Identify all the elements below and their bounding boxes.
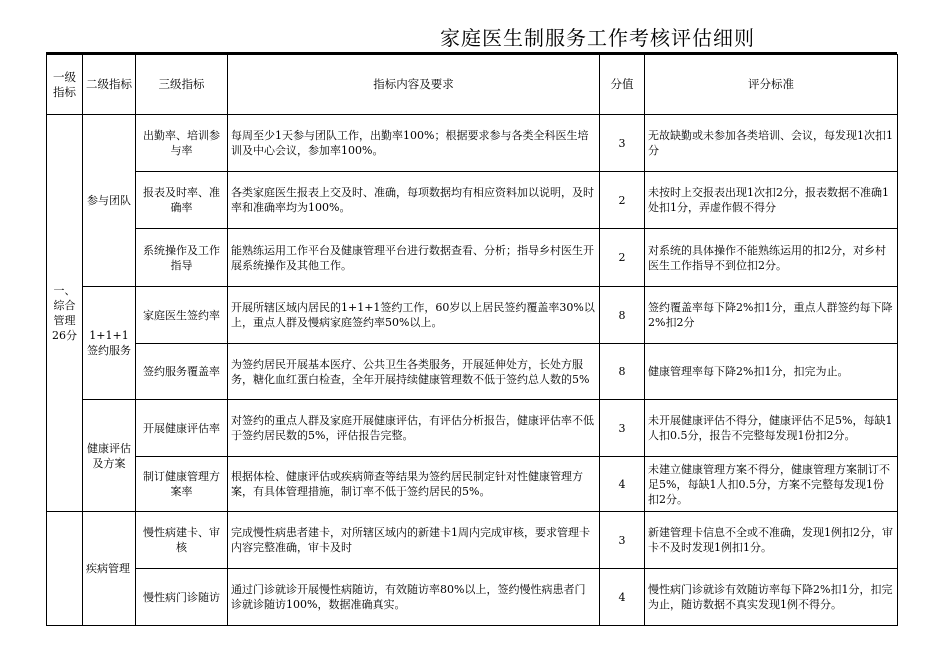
table-row [47, 569, 898, 626]
criteria-cell: 健康管理率每下降2%扣1分，扣完为止。 [645, 344, 898, 400]
content-cell: 为签约居民开展基本医疗、公共卫生各类服务，开展延伸处方，长处方服务，糖化血红蛋白检查，全年开展持续健康管理数不低于签约总人数的5% [228, 344, 600, 400]
content-cell: 开展所辖区域内居民的1+1+1签约工作，60岁以上居民签约覆盖率30%以上，重点人群及慢病家庭签约率50%以上。 [228, 287, 600, 344]
criteria-cell: 签约覆盖率每下降2%扣1分，重点人群签约每下降2%扣2分 [645, 287, 898, 344]
header-level1: 一级指标 [47, 55, 83, 115]
level3-cell: 出勤率、培训参与率 [136, 115, 228, 172]
score-cell: 3 [600, 115, 645, 172]
level3-cell: 报表及时率、准确率 [136, 172, 228, 229]
level3-cell: 家庭医生签约率 [136, 287, 228, 344]
table-row [47, 172, 898, 229]
content-cell: 各类家庭医生报表上交及时、准确，每项数据均有相应资料加以说明，及时率和准确率均为100%。 [228, 172, 600, 229]
content-cell: 对签约的重点人群及家庭开展健康评估，有评估分析报告，健康评估率不低于签约居民数的5%，评估报告完整。 [228, 400, 600, 457]
level3-cell: 开展健康评估率 [136, 400, 228, 457]
content-cell: 能熟练运用工作平台及健康管理平台进行数据查看、分析；指导乡村医生开展系统操作及其他工作。 [228, 229, 600, 287]
content-cell: 通过门诊就诊开展慢性病随访，有效随访率80%以上，签约慢性病患者门诊就诊随访100%，数据准确真实。 [228, 569, 600, 626]
level2-cell-assessment: 健康评估及方案 [83, 400, 136, 512]
level2-cell-disease: 疾病管理 [83, 512, 136, 626]
score-cell: 8 [600, 344, 645, 400]
score-cell: 2 [600, 172, 645, 229]
level1-cell-disease [47, 512, 83, 626]
content-cell: 根据体检、健康评估或疾病筛查等结果为签约居民制定针对性健康管理方案，有具体管理措施，制订率不低于签约居民的5%。 [228, 457, 600, 512]
header-level2: 二级指标 [83, 55, 136, 115]
table-row [47, 115, 898, 172]
level3-cell: 签约服务覆盖率 [136, 344, 228, 400]
criteria-cell: 慢性病门诊就诊有效随访率每下降2%扣1分，扣完为止，随访数据不真实发现1例不得分。 [645, 569, 898, 626]
score-cell: 4 [600, 457, 645, 512]
content-cell: 每周至少1天参与团队工作，出勤率100%；根据要求参与各类全科医生培训及中心会议，参加率100%。 [228, 115, 600, 172]
table-row [47, 400, 898, 457]
level3-cell: 制订健康管理方案率 [136, 457, 228, 512]
level2-cell-signing: 1+1+1签约服务 [83, 287, 136, 400]
criteria-cell: 新建管理卡信息不全或不准确，发现1例扣2分，审卡不及时发现1例扣1分。 [645, 512, 898, 569]
content-cell: 完成慢性病患者建卡，对所辖区域内的新建卡1周内完成审核，要求管理卡内容完整准确，审卡及时 [228, 512, 600, 569]
level3-cell: 慢性病建卡、审核 [136, 512, 228, 569]
score-cell: 4 [600, 569, 645, 626]
table-row [47, 344, 898, 400]
level3-cell: 系统操作及工作指导 [136, 229, 228, 287]
criteria-cell: 对系统的具体操作不能熟练运用的扣2分，对乡村医生工作指导不到位扣2分。 [645, 229, 898, 287]
table-row [47, 512, 898, 569]
assessment-table [46, 54, 898, 626]
table-row [47, 229, 898, 287]
level1-cell-comprehensive: 一、综合管理26分 [47, 115, 83, 512]
header-level3: 三级指标 [136, 55, 228, 115]
header-content: 指标内容及要求 [228, 55, 600, 115]
header-criteria: 评分标准 [645, 55, 898, 115]
score-cell: 3 [600, 512, 645, 569]
score-cell: 2 [600, 229, 645, 287]
table-row [47, 457, 898, 512]
score-cell: 3 [600, 400, 645, 457]
level3-cell: 慢性病门诊随访 [136, 569, 228, 626]
criteria-cell: 无故缺勤或未参加各类培训、会议，每发现1次扣1分 [645, 115, 898, 172]
score-cell: 8 [600, 287, 645, 344]
header-score: 分值 [600, 55, 645, 115]
criteria-cell: 未按时上交报表出现1次扣2分，报表数据不准确1处扣1分，弄虚作假不得分 [645, 172, 898, 229]
level2-cell-team: 参与团队 [83, 115, 136, 287]
criteria-cell: 未开展健康评估不得分，健康评估不足5%，每缺1人扣0.5分，报告不完整每发现1份扣2分。 [645, 400, 898, 457]
criteria-cell: 未建立健康管理方案不得分，健康管理方案制订不足5%，每缺1人扣0.5分，方案不完整每发现1份扣2分。 [645, 457, 898, 512]
header-row [47, 55, 898, 115]
page-title: 家庭医生制服务工作考核评估细则 [440, 26, 755, 50]
table-row [47, 287, 898, 344]
